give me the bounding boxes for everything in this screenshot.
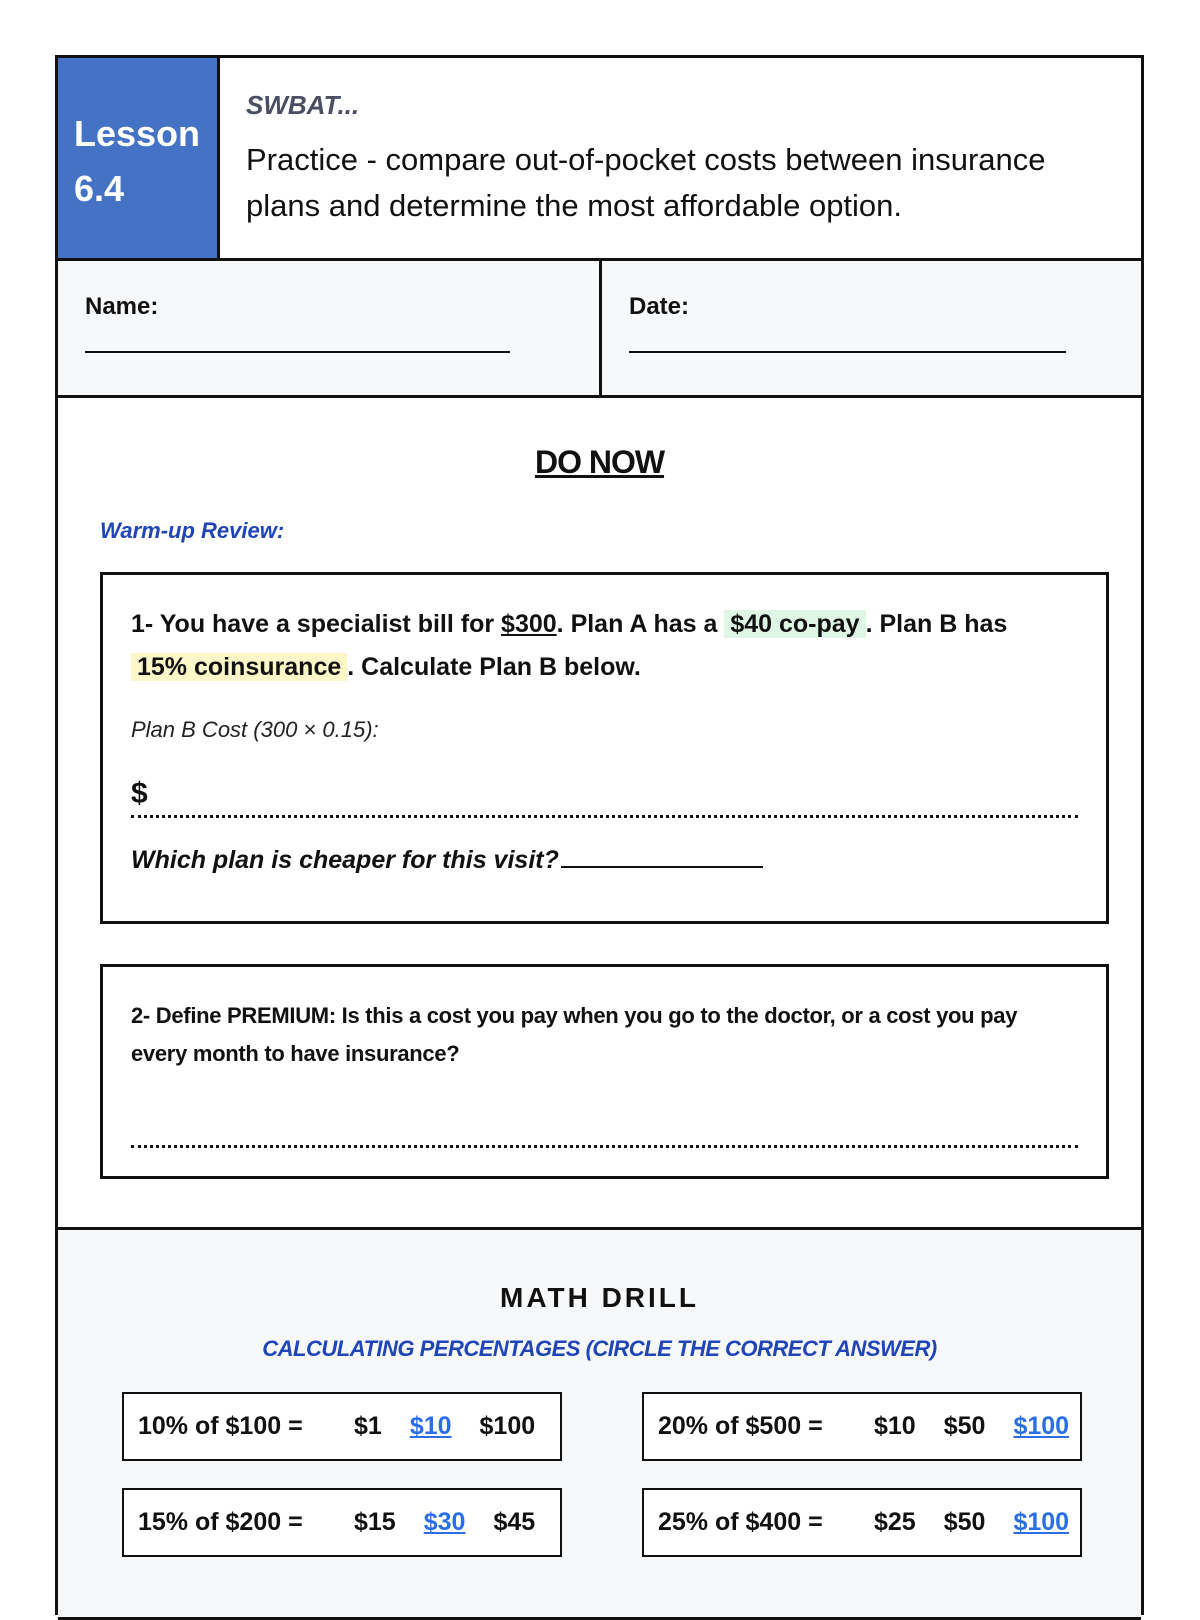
lesson-number: 6.4 xyxy=(74,168,125,209)
answer-option[interactable]: $10 xyxy=(874,1412,916,1440)
q1-mid-2: . Plan B has xyxy=(865,610,1008,638)
swbat-objective xyxy=(246,137,1115,229)
date-field[interactable] xyxy=(629,351,1066,353)
name-field[interactable] xyxy=(85,351,510,353)
lesson-header xyxy=(58,58,1141,261)
math-drill-subtitle: CALCULATING PERCENTAGES (CIRCLE THE CORRECT ANSWER) xyxy=(262,1336,937,1361)
answer-option[interactable]: $100 xyxy=(479,1412,536,1440)
swbat-line-2: plans and determine the most affordable option. xyxy=(246,188,903,223)
answer-option[interactable]: $50 xyxy=(943,1508,986,1536)
question-1-text xyxy=(131,603,1078,689)
drill-problem-4 xyxy=(642,1488,1082,1557)
q2-line-2: every month to have insurance? xyxy=(131,1041,460,1066)
problem-expression: 25% of $400 = xyxy=(658,1508,823,1536)
drill-problem-3 xyxy=(122,1488,562,1557)
name-date-row xyxy=(58,261,1141,398)
cheaper-question-text: Which plan is cheaper for this visit? xyxy=(131,846,559,874)
problem-expression: 10% of $100 = xyxy=(138,1412,303,1440)
answer-option[interactable]: $45 xyxy=(493,1508,536,1536)
answer-option-correct[interactable]: $10 xyxy=(409,1412,452,1440)
q1-bill-amount: $300 xyxy=(501,610,557,638)
name-cell xyxy=(58,261,602,395)
premium-answer-line[interactable] xyxy=(131,1145,1078,1148)
math-drill-title: MATH DRILL xyxy=(500,1282,699,1313)
worksheet xyxy=(55,55,1144,1615)
lesson-badge xyxy=(58,58,220,258)
answer-option[interactable]: $50 xyxy=(943,1412,986,1440)
q1-prefix: 1- You have a specialist bill for xyxy=(131,610,502,638)
swbat-label: SWBAT... xyxy=(246,90,360,120)
warmup-label: Warm-up Review: xyxy=(100,518,285,543)
q1-mid-1: . Plan A has a xyxy=(556,610,725,638)
q1-suffix: . Calculate Plan B below. xyxy=(347,653,641,681)
math-drill-section xyxy=(58,1230,1141,1620)
dollar-sign: $ xyxy=(131,777,148,810)
answer-option[interactable]: $15 xyxy=(354,1508,396,1536)
plan-b-answer-line[interactable] xyxy=(131,815,1078,818)
answer-option-correct[interactable]: $100 xyxy=(1013,1508,1070,1536)
problem-expression: 15% of $200 = xyxy=(138,1508,303,1536)
question-1-box xyxy=(100,572,1109,924)
cheaper-answer-blank[interactable] xyxy=(561,866,763,868)
answer-option-correct[interactable]: $100 xyxy=(1013,1412,1070,1440)
q1-copay-highlight: $40 co-pay xyxy=(724,610,865,638)
plan-b-calc-label: Plan B Cost (300 × 0.15): xyxy=(131,717,379,742)
problem-expression: 20% of $500 = xyxy=(658,1412,823,1440)
do-now-title: DO NOW xyxy=(534,444,665,480)
name-label: Name: xyxy=(85,293,159,320)
swbat-section xyxy=(220,58,1141,258)
q2-prefix: 2- Define xyxy=(131,1003,228,1028)
date-label: Date: xyxy=(629,293,690,320)
answer-option[interactable]: $25 xyxy=(874,1508,916,1536)
swbat-line-1: Practice - compare out-of-pocket costs between insurance xyxy=(246,142,1046,177)
drill-problem-1 xyxy=(122,1392,562,1461)
q1-coinsurance-highlight: 15% coinsurance xyxy=(131,653,347,681)
q2-term: PREMIUM: xyxy=(227,1003,336,1028)
question-2-box xyxy=(100,964,1109,1179)
q2-line-1: Is this a cost you pay when you go to the doctor, or a cost you pay xyxy=(335,1003,1018,1028)
drill-problem-2 xyxy=(642,1392,1082,1461)
do-now-section xyxy=(58,398,1141,1230)
answer-option-correct[interactable]: $30 xyxy=(423,1508,466,1536)
answer-option[interactable]: $1 xyxy=(354,1412,382,1440)
lesson-word: Lesson xyxy=(74,113,201,154)
date-cell xyxy=(602,261,1141,395)
cheaper-plan-question xyxy=(131,846,1078,875)
question-2-text xyxy=(131,997,1078,1073)
